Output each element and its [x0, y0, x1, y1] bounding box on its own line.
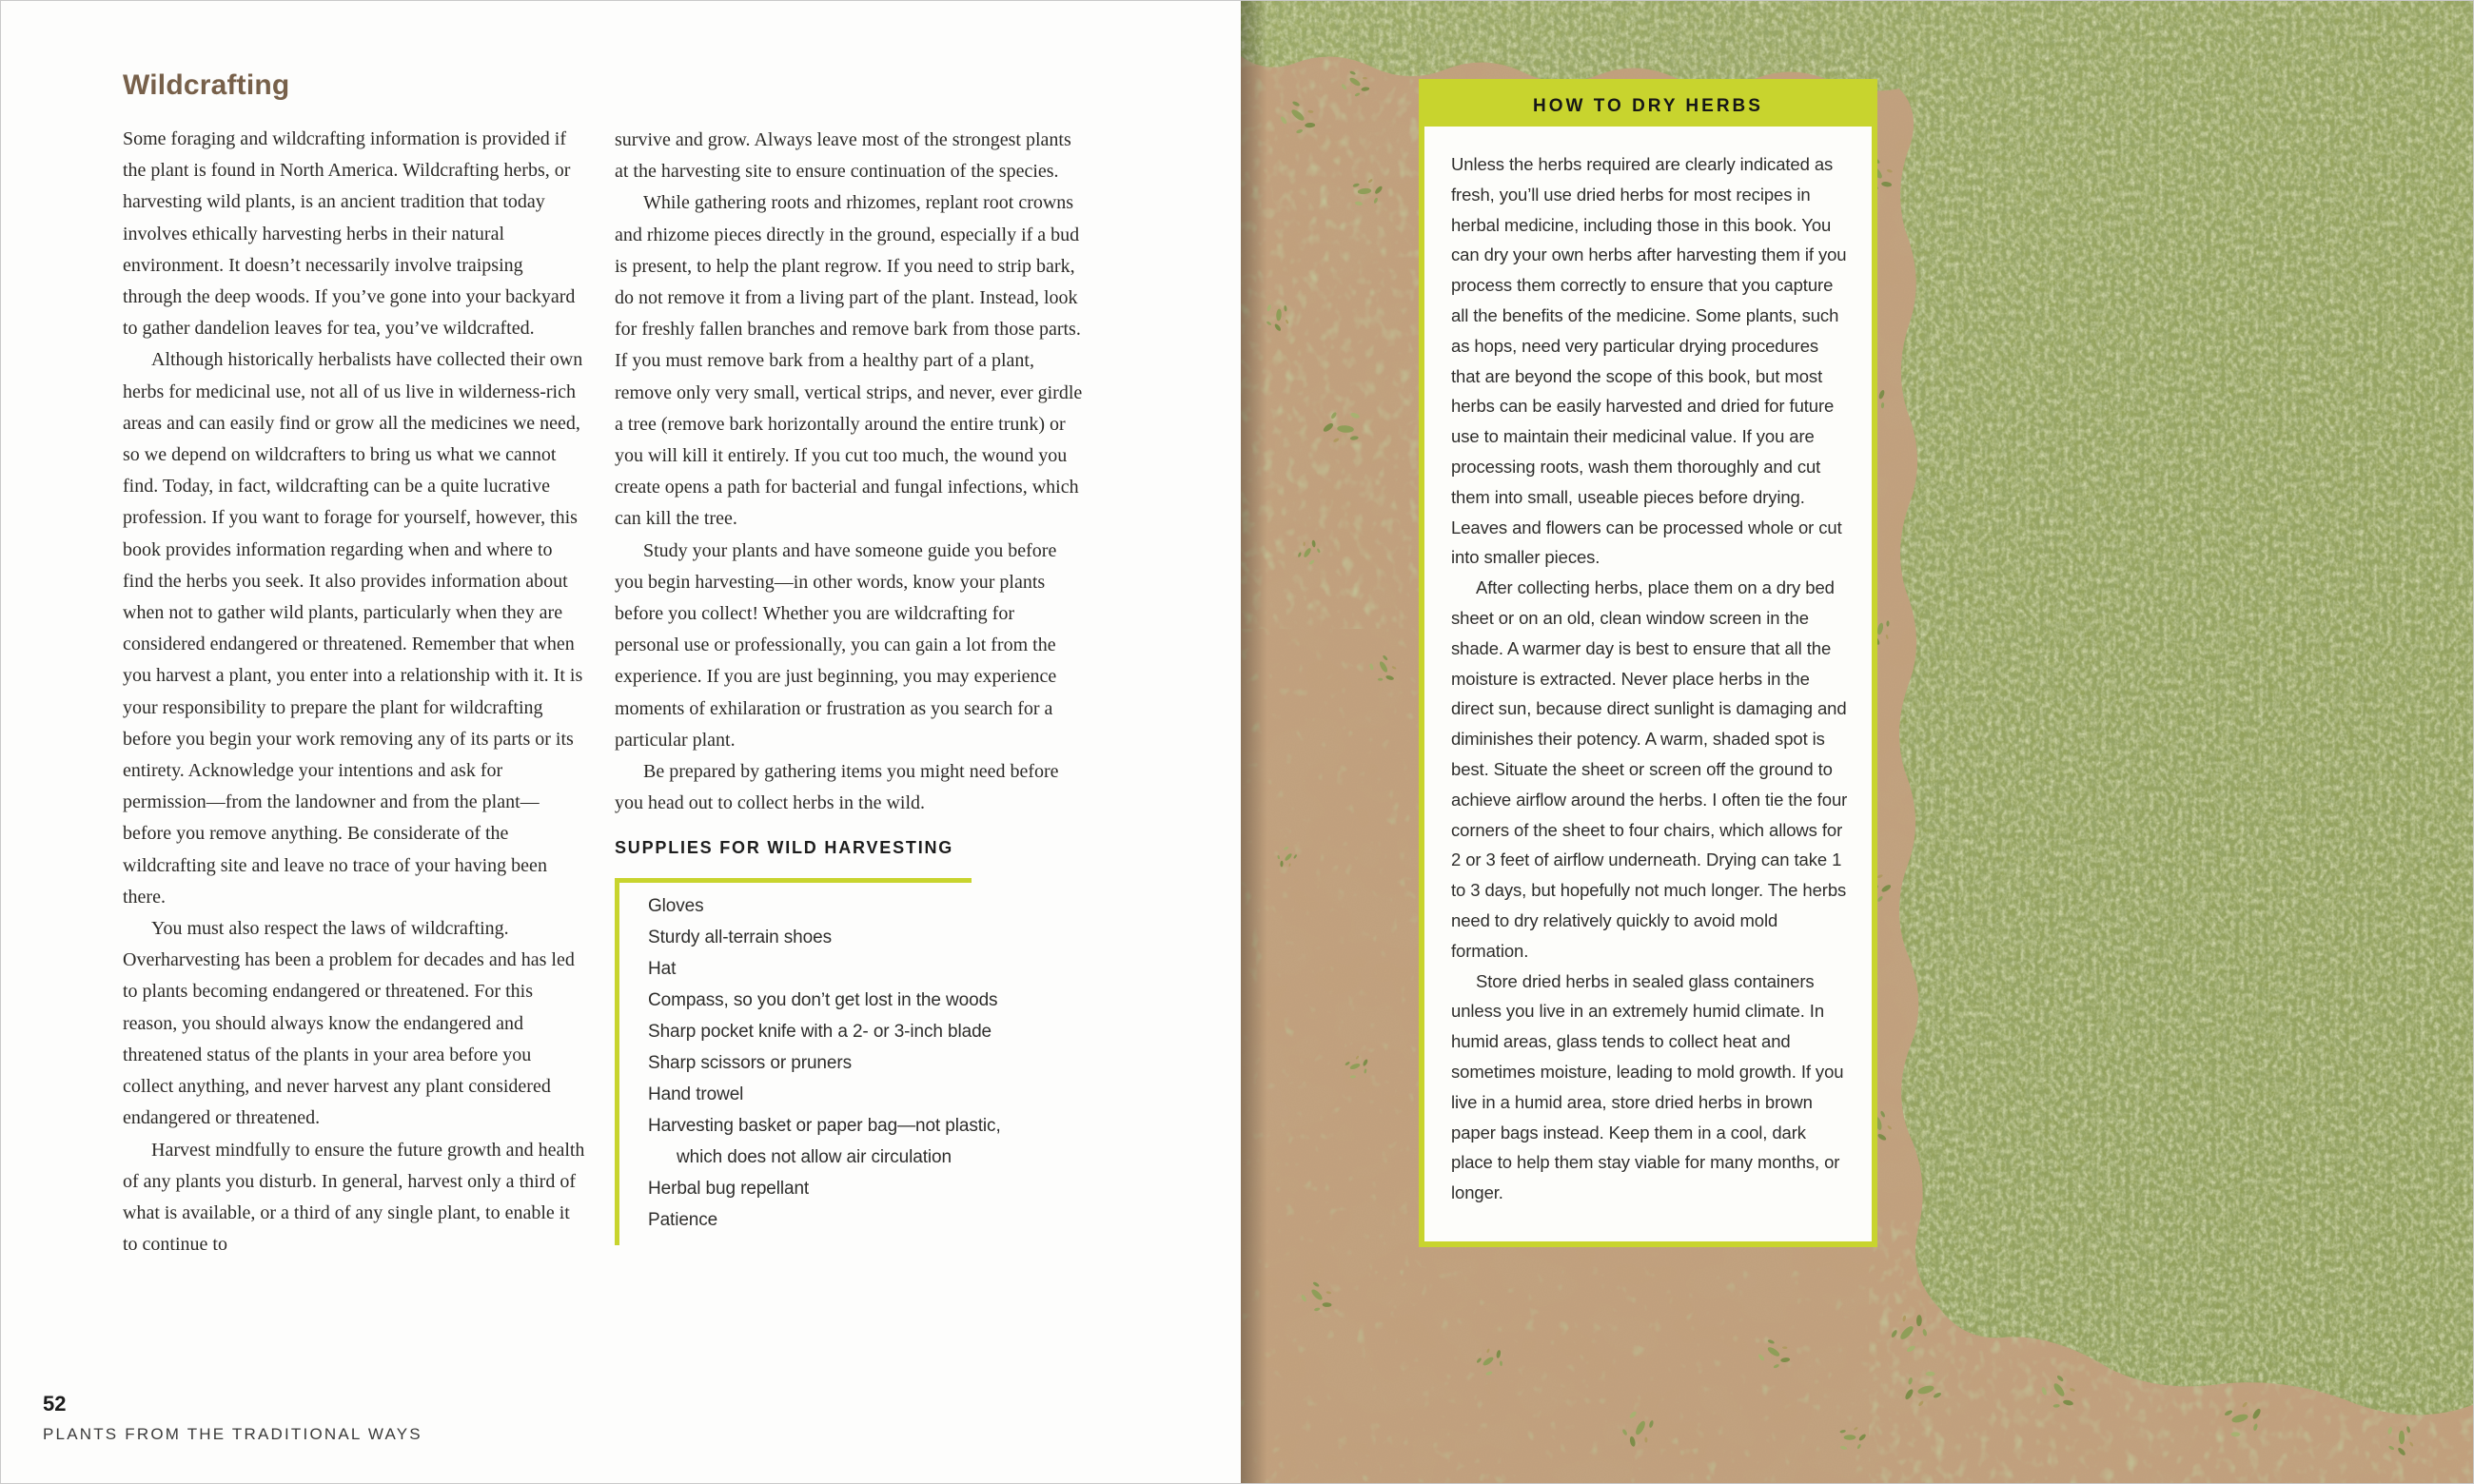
body-paragraph: Although historically herbalists have collected their own herbs for medicinal use, not all of us live in wilderness-rich areas and can easily find or grow all the medicines we need, so we depend on wildcrafters to bring us what we cannot find. Today, in fact, wildcrafting can be a quite lucrative profession. If you want to forage for yourself, however, this book provides information regarding when and where to find the herbs you seek. It also provides information about when not to gather wild plants, particularly when they are considered endangered or threatened. Remember that when you harvest a plant, you enter into a relationship with it. It is your responsibility to prepare the plant for wildcrafting before you begin your work removing any of its parts or its entirety. Acknowledge your intentions and ask for permission—from the landowner and from the plant—before you remove anything. Be considerate of the wildcrafting site and leave no trace of your having been there. [123, 349, 583, 908]
page-number: 52 [43, 1392, 67, 1416]
body-paragraph: Be prepared by gathering items you might need before you head out to collect herbs in the wild. [615, 761, 1059, 814]
supply-item: Sharp scissors or pruners [648, 1053, 852, 1074]
body-paragraph: While gathering roots and rhizomes, replant root crowns and rhizome pieces directly in the ground, especially if a bud is present, to help the plant regrow. If you need to strip bark, do not remove it from a living part of the plant. Instead, look for freshly fallen branches and remove bark from those parts. If you must remove bark from a healthy part of a plant, remove only very small, vertical strips, and never, ever girdle a tree (remove bark horizontally around the entire trunk) or you will kill it entirely. If you cut too much, the wound you create opens a path for bacterial and fungal infections, which can kill the tree. [615, 192, 1083, 530]
supplies-list [615, 878, 1083, 1245]
supplies-section [615, 838, 1083, 1245]
page-title: Wildcrafting [123, 69, 290, 101]
supply-item: which does not allow air circulation [677, 1147, 952, 1168]
running-footer-book-title: PLANTS FROM THE TRADITIONAL WAYS [43, 1425, 422, 1443]
left-column-2 [615, 125, 1083, 1245]
left-column-1 [123, 69, 586, 1260]
left-page [1, 1, 1241, 1484]
sidebar-text [1424, 127, 1872, 1208]
body-paragraph: survive and grow. Always leave most of the strongest plants at the harvesting site to ensure continuation of the species. [615, 129, 1071, 183]
body-paragraph: You must also respect the laws of wildcrafting. Overharvesting has been a problem for decades and has led to plants becoming endangered or threatened. For this reason, you should always know the endangered and threatened status of the plants in your area before you collect anything, and never harvest any plant considered endangered or threatened. [123, 918, 575, 1129]
supply-item: Hat [648, 959, 677, 980]
supply-item: Harvesting basket or paper bag—not plastic, [648, 1116, 1001, 1137]
supply-item: Hand trowel [648, 1084, 744, 1105]
sidebar-paragraph: After collecting herbs, place them on a dry bed sheet or on an old, clean window screen in the shade. A warmer day is best to ensure that all the moisture is extracted. Never place herbs in the direct sun, because direct sunlight is damaging and diminishes their potency. A warm, shaded spot is best. Situate the sheet or screen off the ground to achieve airflow around the herbs. I often tie the four corners of the sheet to four chairs, which allows for 2 or 3 feet of airflow underneath. Drying can take 1 to 3 days, but hopefully not much longer. The herbs need to dry relatively quickly to avoid mold formation. [1451, 577, 1848, 961]
right-page [1241, 1, 2474, 1484]
supply-item: Sharp pocket knife with a 2- or 3-inch blade [648, 1022, 992, 1043]
supply-item: Compass, so you don’t get lost in the woods [648, 990, 998, 1011]
body-paragraph: Study your plants and have someone guide you before you begin harvesting—in other words, know your plants before you collect! Whether you are wildcrafting for personal use or professionally, you can gain a lot from the experience. If you are just beginning, you may experience moments of exhilaration or frustration as you search for a particular plant. [615, 539, 1057, 751]
supply-item: Herbal bug repellant [648, 1179, 810, 1200]
supply-item: Gloves [648, 896, 704, 917]
how-to-dry-herbs-box [1419, 79, 1877, 1247]
sidebar-paragraph: Store dried herbs in sealed glass containers unless you live in an extremely humid climate. In humid areas, glass tends to collect heat and sometimes moisture, leading to mold growth. If you live in a humid area, store dried herbs in brown paper bags instead. Keep them in a cool, dark place to help them stay viable for many months, or longer. [1451, 970, 1844, 1203]
column-1-text [123, 124, 586, 1260]
body-paragraph: Some foraging and wildcrafting information is provided if the plant is found in North America. Wildcrafting herbs, or harvesting wild plants, is an ancient tradition that today involves ethically harvesting herbs in their natural environment. It doesn’t necessarily involve traipsing through the deep woods. If you’ve gone into your backyard to gather dandelion leaves for tea, you’ve wildcrafted. [123, 128, 576, 340]
supply-item: Sturdy all-terrain shoes [648, 928, 832, 948]
body-paragraph: Harvest mindfully to ensure the future growth and health of any plants you disturb. In general, harvest only a third of what is available, or a third of any single plant, to enable it to continue to [123, 1139, 585, 1256]
sidebar-title: HOW TO DRY HERBS [1424, 85, 1872, 127]
sidebar-paragraph: Unless the herbs required are clearly indicated as fresh, you’ll use dried herbs for most recipes in herbal medicine, including those in this book. You can dry your own herbs after harvesting them if you process them correctly to ensure that you capture all the benefits of the medicine. Some plants, such as hops, need very particular drying procedures that are beyond the scope of this book, but most herbs can be easily harvested and dried for future use to maintain their medicinal value. If you are processing roots, wash them thoroughly and cut them into small, useable pieces before drying. Leaves and flowers can be processed whole or cut into smaller pieces. [1451, 154, 1847, 568]
supplies-heading: SUPPLIES FOR WILD HARVESTING [615, 838, 954, 858]
supply-item: Patience [648, 1210, 718, 1231]
spine-shadow [1241, 1, 1267, 1484]
column-2-text [615, 125, 1083, 819]
